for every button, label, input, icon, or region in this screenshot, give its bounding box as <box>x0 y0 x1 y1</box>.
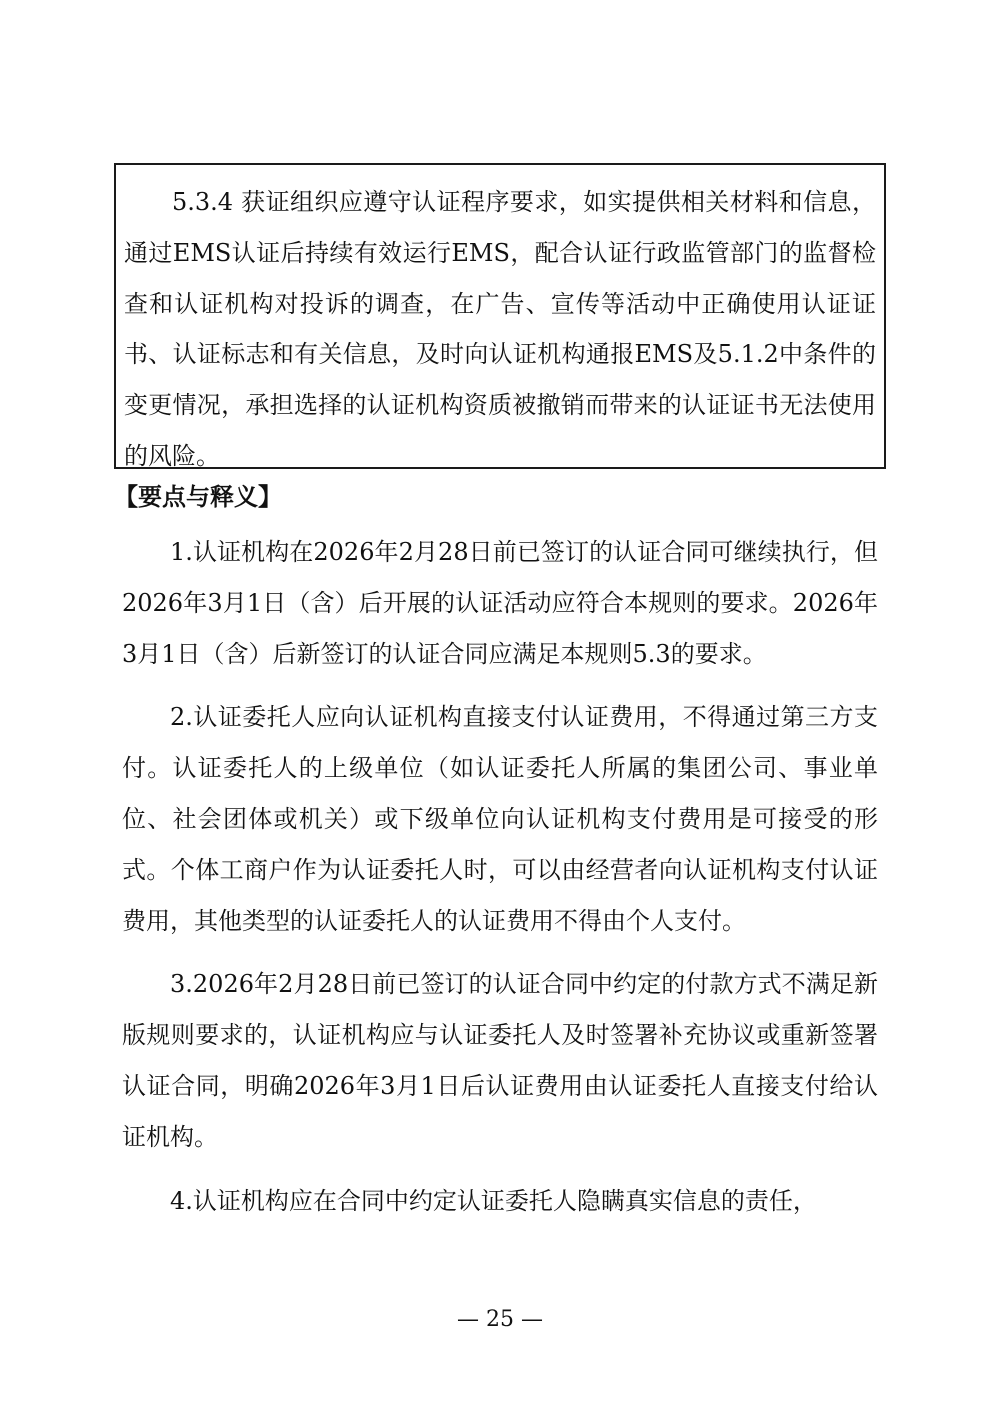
explanation-paragraph-4: 4.认证机构应在合同中约定认证委托人隐瞒真实信息的责任， <box>170 1186 817 1215</box>
explanation-body <box>122 527 878 1226</box>
explanation-paragraph-2: 2.认证委托人应向认证机构直接支付认证费用，不得通过第三方支付。认证委托人的上级单位（如认证委托人所属的集团公司、事业单位、社会团体或机关）或下级单位向认证机构支付费用是可接受的形式。个体工商户作为认证委托人时，可以由经营者向认证机构支付认证费用，其他类型的认证委托人的认证费用不得由个人支付。 <box>122 703 878 935</box>
page-number: — 25 — <box>457 1307 543 1332</box>
section-heading: 【要点与释义】 <box>114 482 282 511</box>
boxed-clause-5-3-4 <box>114 163 886 469</box>
explanation-paragraph-1: 1.认证机构在2026年2月28日前已签订的认证合同可继续执行，但2026年3月1日（含）后开展的认证活动应符合本规则的要求。2026年3月1日（含）后新签订的认证合同应满足本规则5.3的要求。 <box>122 538 878 668</box>
clause-5-3-4-text: 5.3.4 获证组织应遵守认证程序要求，如实提供相关材料和信息，通过EMS认证后持续有效运行EMS，配合认证行政监管部门的监督检查和认证机构对投诉的调查，在广告、宣传等活动中正确使用认证证书、认证标志和有关信息，及时向认证机构通报EMS及5.1.2中条件的变更情况，承担选择的认证机构资质被撤销而带来的认证证书无法使用的风险。 <box>124 188 876 470</box>
explanation-paragraph-3: 3.2026年2月28日前已签订的认证合同中约定的付款方式不满足新版规则要求的，认证机构应与认证委托人及时签署补充协议或重新签署认证合同，明确2026年3月1日后认证费用由认证委托人直接支付给认证机构。 <box>122 970 878 1151</box>
